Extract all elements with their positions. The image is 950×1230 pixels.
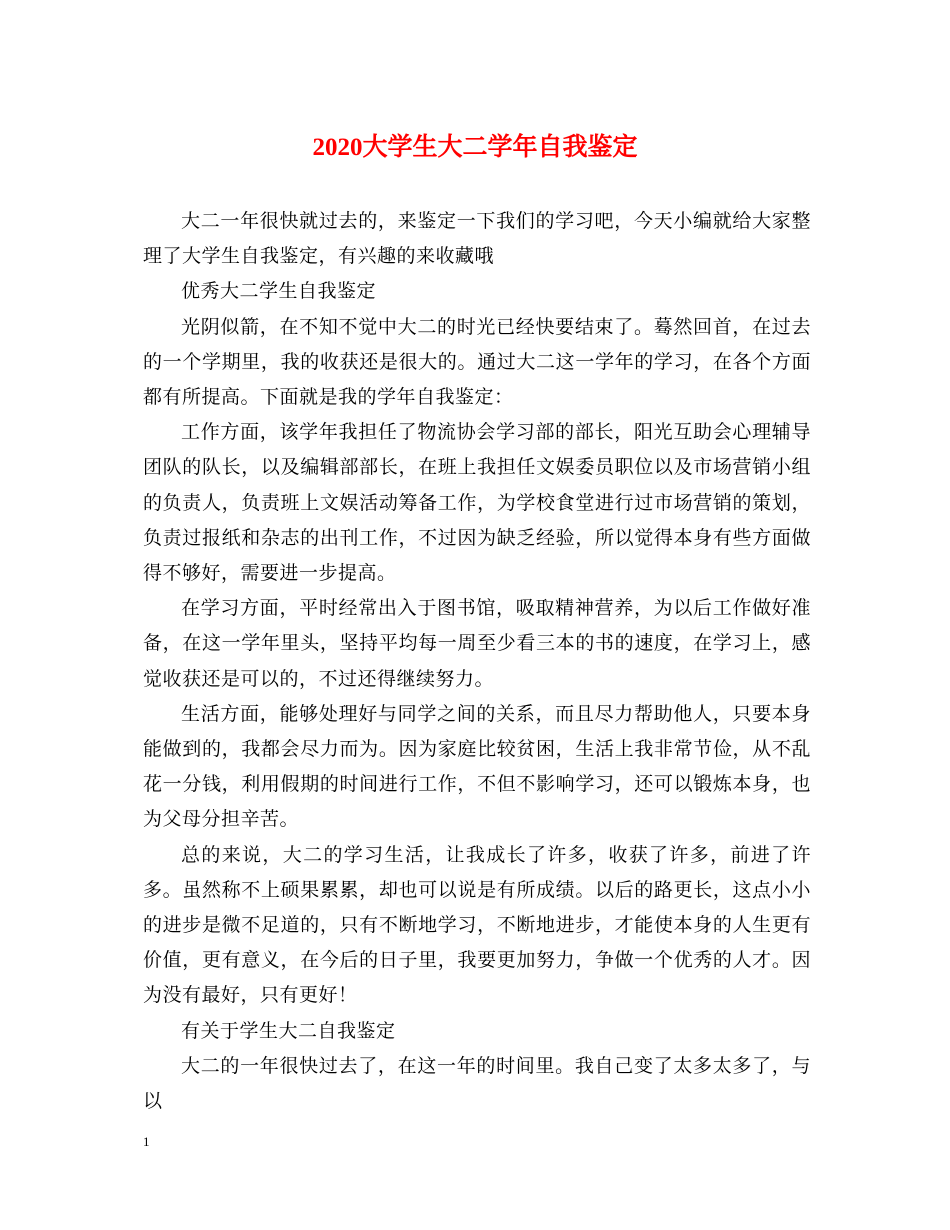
document-body <box>143 204 811 1119</box>
paragraph-intro: 大二一年很快就过去的，来鉴定一下我们的学习吧，今天小编就给大家整理了大学生自我鉴定，有兴趣的来收藏哦 <box>143 210 811 268</box>
document-title: 2020大学生大二学年自我鉴定 <box>312 134 638 161</box>
paragraph-opening: 光阴似箭，在不知不觉中大二的时光已经快要结束了。蓦然回首，在过去的一个学期里，我的收获还是很大的。通过大二这一学年的学习，在各个方面都有所提高。下面就是我的学年自我鉴定： <box>143 315 811 409</box>
paragraph-continued: 大二的一年很快过去了，在这一年的时间里。我自己变了太多太多了，与以 <box>143 1054 811 1113</box>
section-heading-related: 有关于学生大二自我鉴定 <box>181 1019 396 1042</box>
paragraph-life: 生活方面，能够处理好与同学之间的关系，而且尽力帮助他人，只要本身能做到的，我都会尽力而为。因为家庭比较贫困，生活上我非常节俭，从不乱花一分钱，利用假期的时间进行工作，不但不影响学习，还可以锻炼本身，也为父母分担辛苦。 <box>143 702 811 831</box>
paragraph-work: 工作方面，该学年我担任了物流协会学习部的部长，阳光互助会心理辅导团队的队长，以及编辑部部长，在班上我担任文娱委员职位以及市场营销小组的负责人，负责班上文娱活动筹备工作，为学校食堂进行过市场营销的策划，负责过报纸和杂志的出刊工作，不过因为缺乏经验，所以觉得本身有些方面做得不够好，需要进一步提高。 <box>143 421 811 585</box>
paragraph-summary: 总的来说，大二的学习生活，让我成长了许多，收获了许多，前进了许多。虽然称不上硕果累累，却也可以说是有所成绩。以后的路更长，这点小小的进步是微不足道的，只有不断地学习，不断地进步，才能使本身的人生更有价值，更有意义，在今后的日子里，我要更加努力，争做一个优秀的人才。因为没有最好，只有更好！ <box>143 843 811 1007</box>
page-number: 1 <box>143 1134 150 1149</box>
section-heading-excellent: 优秀大二学生自我鉴定 <box>181 280 377 303</box>
paragraph-study: 在学习方面，平时经常出入于图书馆，吸取精神营养，为以后工作做好准备，在这一学年里头，坚持平均每一周至少看三本的书的速度，在学习上，感觉收获还是可以的，不过还得继续努力。 <box>143 597 811 690</box>
